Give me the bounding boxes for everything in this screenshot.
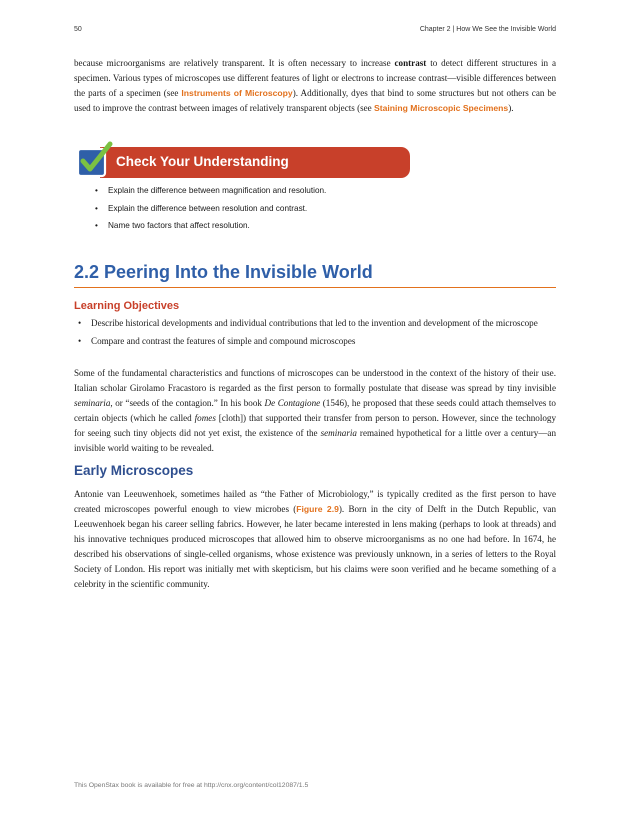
history-text-5: remained hypothetical for a little over a century—an invisible world waiting to be revealed. (74, 428, 556, 453)
intro-text-2: to detect different structures in a specimen. Various types of microscopes use different features of light or electrons to increase contrast—visible differences between the parts of a specimen (see (74, 58, 556, 98)
history-paragraph (74, 366, 556, 456)
list-item: • Explain the difference between resolution and contrast. (86, 202, 326, 220)
section-heading: 2.2 Peering Into the Invisible World (74, 262, 373, 282)
seminaria-term: seminaria (320, 428, 357, 438)
early-text-1: Antonie van Leeuwenhoek, sometimes hailed as “the Father of Microbiology,” is typically credited as the first person to have created microscopes powerful enough to view microbes ( (74, 489, 556, 514)
early-microscopes-paragraph (74, 487, 556, 592)
intro-text-1: because microorganisms are relatively transparent. It is often necessary to increase (74, 58, 395, 68)
chapter-title: Chapter 2 | How We See the Invisible World (419, 26, 556, 33)
check-understanding-list (86, 184, 326, 237)
subsection-heading: Early Microscopes (74, 463, 194, 478)
fomes-term: fomes (194, 413, 216, 423)
book-title: De Contagione (264, 398, 321, 408)
learning-objectives-heading: Learning Objectives (74, 300, 180, 312)
list-item: • Describe historical developments and individual contributions that led to the invention and development of the microscope (74, 316, 556, 331)
intro-text-3: ). Additionally, dyes that bind to some structures but not others can be used to improve the contrast between images of relatively transparent objects (see (74, 88, 556, 113)
page-number: 50 (74, 26, 82, 33)
early-text-2: ). Born in the city of Delft in the Dutch Republic, van Leeuwenhoek began his career selling fabrics. However, he later became interested in lens making (perhaps to look at threads) and his innovative techniques produced microscopes that allowed him to observe microorganisms as no one had before. In 1674, he described his observations of single-celled organisms, whose existence was previously unknown, in a series of letters to the Royal Society of London. His report was initially met with skepticism, but his claims were soon verified and he became something of a celebrity in the scientific community. (74, 504, 557, 589)
instruments-of-microscopy-link[interactable]: Instruments of Microscopy (181, 88, 293, 98)
list-item: • Compare and contrast the features of simple and compound microscopes (74, 334, 556, 349)
learning-objectives-list (74, 316, 556, 352)
history-text-3: (1546), he proposed that these seeds could attach themselves to certain objects (which he called (74, 398, 556, 423)
history-text-4: [cloth]) that supported their transfer from person to person. However, since the technology for seeing such tiny objects did not yet exist, the existence of the (74, 413, 557, 438)
intro-paragraph (74, 56, 556, 116)
list-item: • Explain the difference between magnification and resolution. (86, 184, 326, 202)
intro-text-4: ). (508, 103, 514, 113)
checkbox-check-icon (74, 140, 114, 180)
seminaria-term: seminaria (74, 398, 111, 408)
figure-link[interactable]: Figure 2.9 (296, 504, 339, 514)
page-footer: This OpenStax book is available for free at http://cnx.org/content/col12087/1.5 (74, 782, 309, 789)
section-divider (74, 287, 556, 288)
list-item: • Name two factors that affect resolution. (86, 219, 326, 237)
contrast-term: contrast (394, 58, 427, 68)
staining-specimens-link[interactable]: Staining Microscopic Specimens (374, 103, 509, 113)
history-text-2: , or “seeds of the contagion.” In his book (110, 398, 265, 408)
check-understanding-title: Check Your Understanding (116, 154, 289, 169)
history-text-1: Some of the fundamental characteristics and functions of microscopes can be understood in the context of the history of their use. Italian scholar Girolamo Fracastoro is regarded as the first person to formally postulate that disease was spread by tiny invisible (74, 368, 556, 393)
